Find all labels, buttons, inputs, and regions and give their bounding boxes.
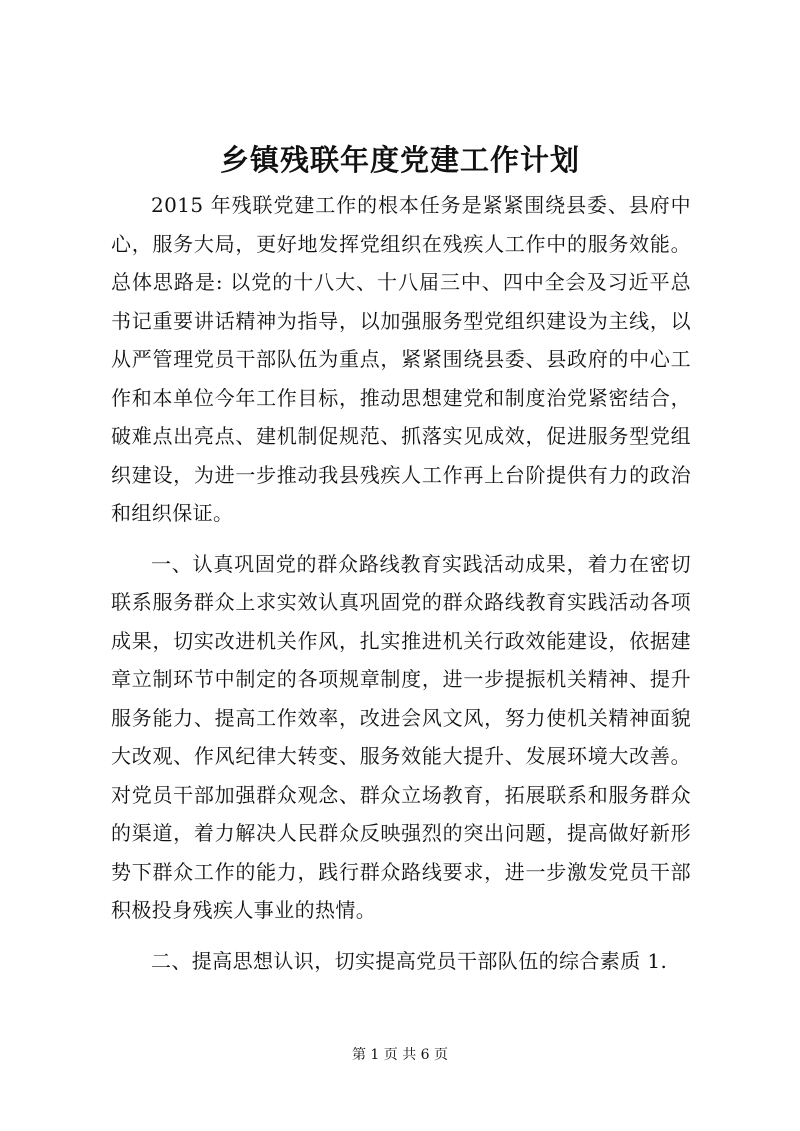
document-title: 乡镇残联年度党建工作计划 <box>219 143 580 177</box>
paragraph-section-2: 二、提高思想认识，切实提高党员干部队伍的综合素质 1. <box>151 948 668 973</box>
document-body <box>111 186 691 980</box>
paragraph-intro: 2015 年残联党建工作的根本任务是紧紧围绕县委、县府中心，服务大局，更好地发挥党组织在残疾人工作中的服务效能。总体思路是: 以党的十八大、十八届三中、四中全会及习近平总书记重要讲话精神为指导，以加强服务型党组织建设为主线，以从严管理党员干部队伍为重点，紧紧围绕县委、县政府的中心工作和本单位今年工作目标，推动思想建党和制度治党紧密结合，破难点出亮点、建机制促规范、抓落实见成效，促进服务型党组织建设，为进一步推动我县残疾人工作再上台阶提供有力的政治和组织保证。 <box>111 193 691 525</box>
page-footer: 第 1 页 共 6 页 <box>351 1047 449 1063</box>
paragraph-section-1: 一、认真巩固党的群众路线教育实践活动成果，着力在密切联系服务群众上求实效认真巩固党的群众路线教育实践活动各项成果，切实改进机关作风，扎实推进机关行政效能建设，依据建章立制环节中制定的各项规章制度，进一步提振机关精神、提升服务能力、提高工作效率，改进会风文风，努力使机关精神面貌大改观、作风纪律大转变、服务效能大提升、发展环境大改善。对党员干部加强群众观念、群众立场教育，拓展联系和服务群众的渠道，着力解决人民群众反映强烈的突出问题，提高做好新形势下群众工作的能力，践行群众路线要求，进一步激发党员干部积极投身残疾人事业的热情。 <box>111 551 691 922</box>
